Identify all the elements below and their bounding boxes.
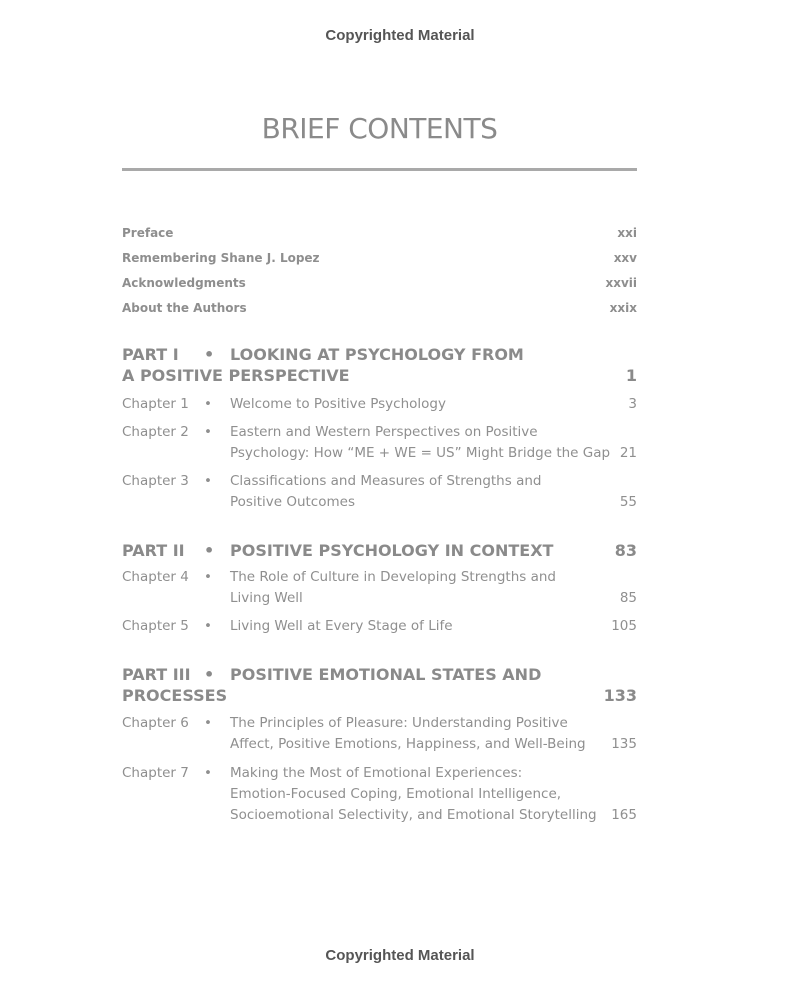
chapter-page: 55 <box>619 494 637 510</box>
front-matter-label: Remembering Shane J. Lopez <box>122 251 320 265</box>
chapter-page: 3 <box>628 396 637 412</box>
front-matter-item[interactable] <box>122 249 637 274</box>
chapter-page: 105 <box>611 618 637 634</box>
front-matter-page: xxv <box>613 251 637 265</box>
front-matter-page: xxi <box>617 226 637 240</box>
chapter-title-line: The Principles of Pleasure: Understanding Positive <box>230 715 568 731</box>
front-matter-item[interactable] <box>122 299 637 324</box>
chapter-label: Chapter 4 <box>122 569 189 585</box>
chapter-title-line: Welcome to Positive Psychology <box>230 396 446 412</box>
chapter-title-line: Living Well <box>230 590 303 606</box>
chapter-page: 135 <box>611 736 637 752</box>
chapter-title-line: Positive Outcomes <box>230 494 355 510</box>
chapter-page: 165 <box>611 807 637 823</box>
chapter-page: 21 <box>619 445 637 461</box>
part-page: 133 <box>603 686 637 705</box>
bullet-separator: • <box>204 715 212 731</box>
chapter-title-line: Classifications and Measures of Strengths and <box>230 473 542 489</box>
front-matter-item[interactable] <box>122 274 637 299</box>
chapter-label: Chapter 2 <box>122 424 189 440</box>
front-matter-list <box>122 224 637 324</box>
front-matter-page: xxvii <box>605 276 637 290</box>
chapter-title-line: Eastern and Western Perspectives on Positive <box>230 424 538 440</box>
front-matter-label: Acknowledgments <box>122 276 246 290</box>
part-page: 83 <box>614 541 637 560</box>
chapter-page: 85 <box>619 590 637 606</box>
part-title-line: POSITIVE PSYCHOLOGY IN CONTEXT <box>230 541 554 560</box>
part-page: 1 <box>625 366 637 385</box>
part-label: PART I <box>122 345 179 364</box>
part-title-line: PROCESSES <box>122 686 228 705</box>
copyright-watermark-bottom: Copyrighted Material <box>325 947 475 964</box>
part-label: PART III <box>122 665 191 684</box>
chapter-title-line: The Role of Culture in Developing Strengths and <box>230 569 556 585</box>
part-heading-1[interactable] <box>122 344 637 386</box>
chapter-title-line: Living Well at Every Stage of Life <box>230 618 453 634</box>
bullet-separator: • <box>204 473 212 489</box>
bullet-separator: • <box>204 396 212 412</box>
part-label: PART II <box>122 541 185 560</box>
bullet-separator: • <box>204 569 212 585</box>
chapter-label: Chapter 6 <box>122 715 189 731</box>
chapter-label: Chapter 3 <box>122 473 189 489</box>
part-heading-2[interactable] <box>122 540 637 561</box>
chapter-title-line: Psychology: How “ME + WE = US” Might Bridge the Gap <box>230 445 611 461</box>
title-rule <box>122 168 637 171</box>
page-title: BRIEF CONTENTS <box>261 112 498 145</box>
copyright-watermark-top: Copyrighted Material <box>325 27 475 44</box>
chapter-label: Chapter 7 <box>122 765 189 781</box>
chapter-label: Chapter 1 <box>122 396 189 412</box>
chapter-title-line: Emotion-Focused Coping, Emotional Intelligence, <box>230 786 562 802</box>
bullet-separator: • <box>204 345 215 364</box>
front-matter-item[interactable] <box>122 224 637 249</box>
front-matter-page: xxix <box>609 301 637 315</box>
part-title-line: LOOKING AT PSYCHOLOGY FROM <box>230 345 524 364</box>
bullet-separator: • <box>204 765 212 781</box>
bullet-separator: • <box>204 424 212 440</box>
front-matter-label: Preface <box>122 226 174 240</box>
part-heading-3[interactable] <box>122 664 637 706</box>
chapter-title-line: Socioemotional Selectivity, and Emotional Storytelling <box>230 807 597 823</box>
front-matter-label: About the Authors <box>122 301 247 315</box>
bullet-separator: • <box>204 541 215 560</box>
bullet-separator: • <box>204 618 212 634</box>
chapter-label: Chapter 5 <box>122 618 189 634</box>
part-title-line: A POSITIVE PERSPECTIVE <box>122 366 350 385</box>
chapter-title-line: Making the Most of Emotional Experiences: <box>230 765 523 781</box>
chapter-title-line: Affect, Positive Emotions, Happiness, and Well-Being <box>230 736 586 752</box>
part-title-line: POSITIVE EMOTIONAL STATES AND <box>230 665 542 684</box>
bullet-separator: • <box>204 665 215 684</box>
